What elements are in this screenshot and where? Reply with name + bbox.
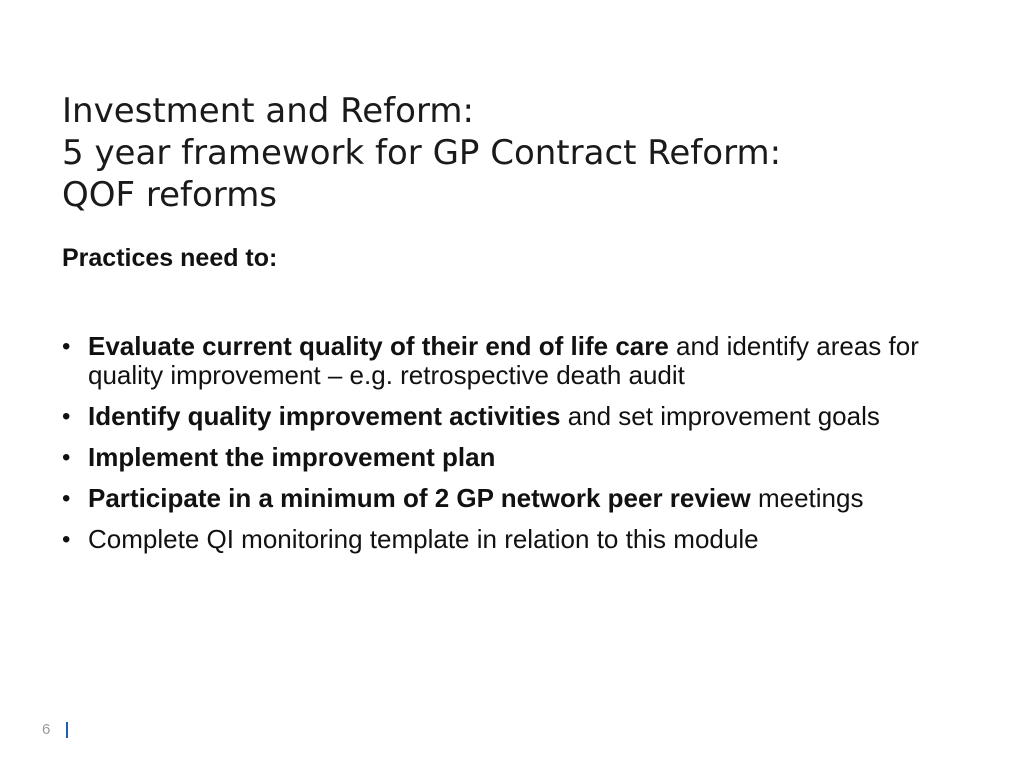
bullet-text: meetings xyxy=(750,483,864,513)
bullet-glyph: • xyxy=(62,485,71,512)
page-number: 6 xyxy=(42,721,51,738)
bullet-item xyxy=(62,484,942,513)
subheading: Practices need to: xyxy=(62,244,278,272)
bullet-glyph: • xyxy=(62,333,71,360)
bullet-list xyxy=(62,332,942,566)
bullet-item xyxy=(62,402,942,431)
bullet-item xyxy=(62,332,942,390)
title-line-1: Investment and Reform: xyxy=(62,91,474,131)
bullet-bold-text: Implement the improvement plan xyxy=(88,442,496,472)
footer-divider xyxy=(66,722,68,738)
bullet-item xyxy=(62,525,942,554)
bullet-text: and set improvement goals xyxy=(560,401,880,431)
bullet-bold-text: Identify quality improvement activities xyxy=(88,401,561,431)
bullet-bold-text: Evaluate current quality of their end of life care xyxy=(88,331,669,361)
bullet-item xyxy=(62,443,942,472)
bullet-glyph: • xyxy=(62,444,71,471)
slide-title xyxy=(62,90,962,216)
bullet-text: and identify areas for quality improvement – e.g. retrospective death audit xyxy=(88,331,919,390)
bullet-glyph: • xyxy=(62,403,71,430)
title-line-2: 5 year framework for GP Contract Reform: xyxy=(62,133,782,173)
title-line-3: QOF reforms xyxy=(62,175,278,215)
bullet-text: Complete QI monitoring template in relation to this module xyxy=(88,524,759,554)
bullet-bold-text: Participate in a minimum of 2 GP network peer review xyxy=(88,483,751,513)
bullet-glyph: • xyxy=(62,526,71,553)
